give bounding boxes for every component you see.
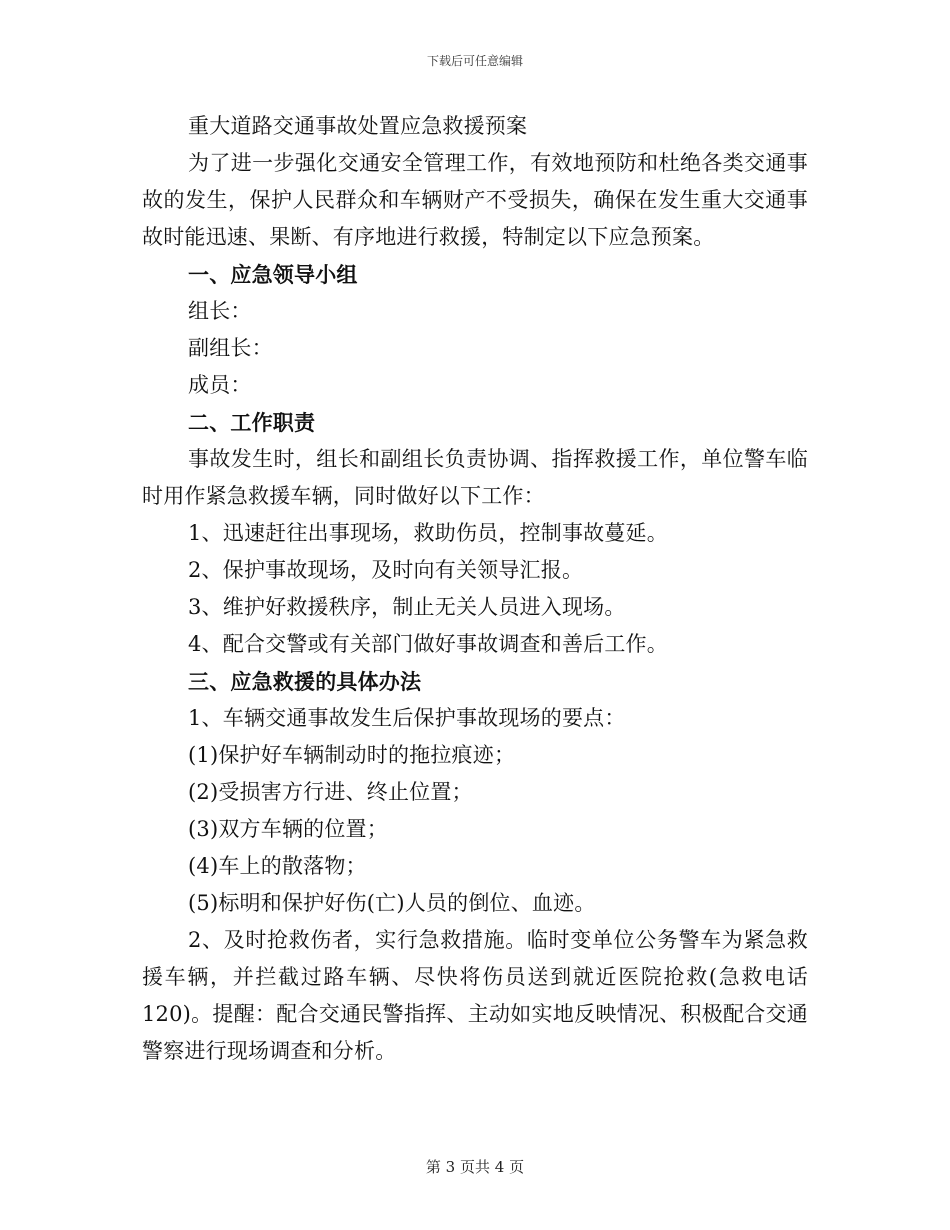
document-title: 重大道路交通事故处置应急救援预案 [188,114,528,138]
role-leader: 组长： [188,299,252,323]
document-body [142,108,808,1070]
role-deputy: 副组长： [188,336,273,360]
page-number: 第 3 页共 4 页 [425,1158,525,1176]
method-subitem: (5)标明和保护好伤(亡)人员的倒位、血迹。 [188,891,596,915]
page-header: 下载后可任意编辑 [426,54,523,68]
duty-item: 1、迅速赶往出事现场，救助伤员，控制事故蔓延。 [188,521,668,545]
section-heading-duties: 二、工作职责 [188,410,316,435]
duty-item: 2、保护事故现场，及时向有关领导汇报。 [188,558,584,582]
duty-item: 3、维护好救援秩序，制止无关人员进入现场。 [188,595,626,619]
duty-item: 4、配合交警或有关部门做好事故调查和善后工作。 [188,632,668,656]
method-item-2: 2、及时抢救伤者，实行急救措施。临时变单位公务警车为紧急救援车辆，并拦截过路车辆、尽快将伤员送到就近医院抢救(急救电话120)。提醒：配合交通民警指挥、主动如实地反映情况、积极配合交通警察进行现场调查和分析。 [142,928,808,1063]
intro-paragraph: 为了进一步强化交通安全管理工作，有效地预防和杜绝各类交通事故的发生，保护人民群众和车辆财产不受损失，确保在发生重大交通事故时能迅速、果断、有序地进行救援，特制定以下应急预案。 [142,151,808,249]
role-members: 成员： [188,373,252,397]
section-heading-methods: 三、应急救援的具体办法 [188,669,422,694]
section-heading-leadership: 一、应急领导小组 [188,262,358,287]
method-subitem: (2)受损害方行进、终止位置； [188,780,473,804]
method-item-1: 1、车辆交通事故发生后保护事故现场的要点： [188,706,626,730]
method-subitem: (3)双方车辆的位置； [188,817,388,841]
method-subitem: (4)车上的散落物； [188,854,367,878]
method-subitem: (1)保护好车辆制动时的拖拉痕迹； [188,743,516,767]
duties-intro: 事故发生时，组长和副组长负责协调、指挥救援工作，单位警车临时用作紧急救援车辆，同时做好以下工作： [142,447,808,508]
